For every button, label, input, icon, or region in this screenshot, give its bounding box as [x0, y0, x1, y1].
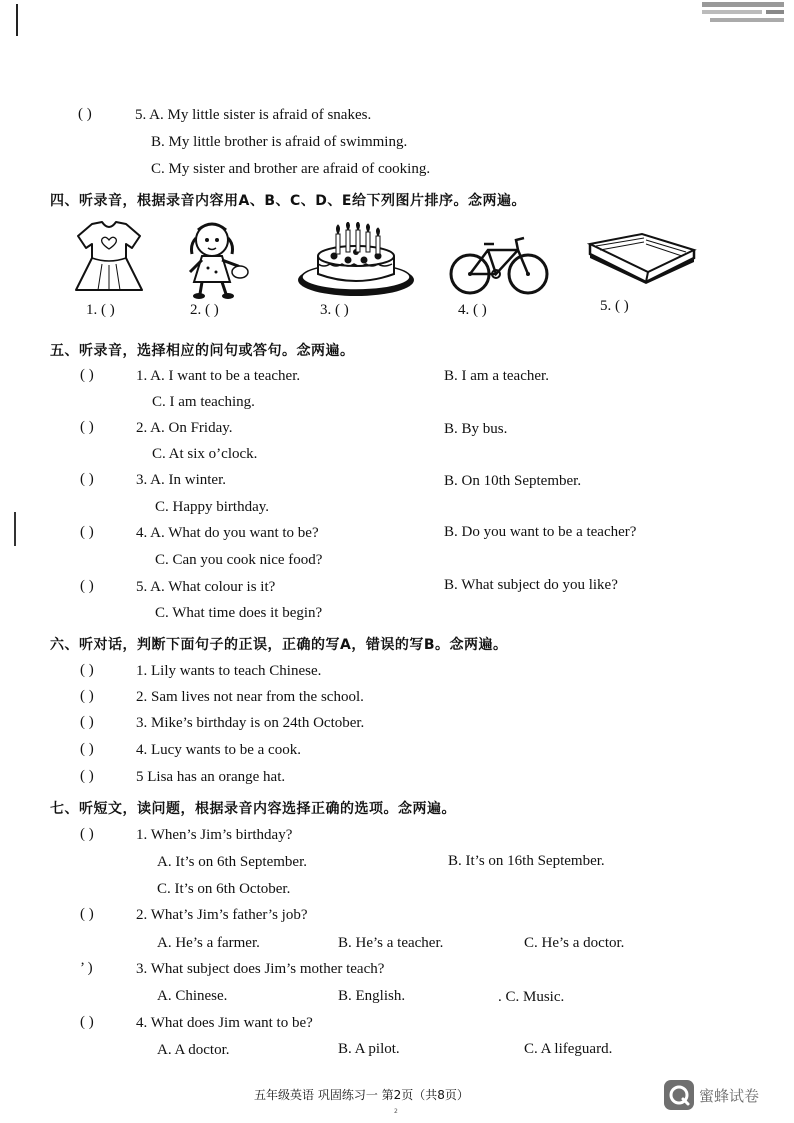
option-c: C. I am teaching. [152, 394, 255, 410]
option-a: A. It’s on 6th September. [157, 854, 307, 870]
option-a: 5. A. What colour is it? [136, 579, 276, 595]
bee-logo-icon [664, 1080, 694, 1110]
page-footer: 五年级英语 巩固练习一 第2页（共8页） [254, 1088, 469, 1102]
option-a: 1. A. I want to be a teacher. [136, 368, 301, 384]
page-mark: 2 [394, 1108, 398, 1115]
picture-2-answer[interactable]: 2. ( ) [190, 302, 219, 318]
option-b: B. English. [338, 988, 406, 1004]
answer-paren[interactable]: ( ) [80, 578, 94, 594]
option-c: C. A lifeguard. [524, 1041, 613, 1057]
option-a: A. A doctor. [157, 1042, 230, 1058]
option-b: B. I am a teacher. [444, 368, 549, 384]
option-b: B. By bus. [444, 421, 508, 437]
scan-mark [16, 4, 18, 36]
statement: 2. Sam lives not near from the school. [136, 689, 364, 705]
question: 3. What subject does Jim’s mother teach? [136, 961, 385, 977]
doll-icon [180, 220, 256, 300]
option-a: 4. A. What do you want to be? [136, 525, 319, 541]
answer-paren[interactable]: ( ) [80, 662, 94, 678]
answer-paren[interactable]: ( ) [80, 471, 94, 487]
option-c: C. Happy birthday. [155, 499, 270, 515]
scan-mark [14, 512, 16, 546]
dress-icon [72, 218, 146, 294]
answer-paren[interactable]: ( ) [80, 768, 94, 784]
answer-paren[interactable]: ( ) [78, 106, 92, 122]
option-c: C. He’s a doctor. [524, 935, 625, 951]
option-a: 2. A. On Friday. [136, 420, 233, 436]
answer-paren[interactable]: ( ) [80, 1014, 94, 1030]
watermark-text: 蜜蜂试卷 [699, 1087, 760, 1105]
statement: 1. Lily wants to teach Chinese. [136, 663, 322, 679]
option-a: 3. A. In winter. [136, 472, 226, 488]
question: 1. When’s Jim’s birthday? [136, 827, 293, 843]
picture-3-answer[interactable]: 3. ( ) [320, 302, 349, 318]
section-7-heading: 七、听短文，读问题，根据录音内容选择正确的选项。念两遍。 [50, 801, 456, 817]
answer-paren[interactable]: ( ) [80, 826, 94, 842]
statement: 3. Mike’s birthday is on 24th October. [136, 715, 365, 731]
option-b: B. What subject do you like? [444, 577, 618, 593]
open-book-icon [586, 232, 698, 284]
option-a: A. Chinese. [157, 988, 228, 1004]
question: 2. What’s Jim’s father’s job? [136, 907, 308, 923]
corner-stamp-icon [700, 0, 786, 26]
bicycle-icon [448, 232, 550, 296]
picture-5-answer[interactable]: 5. ( ) [600, 298, 629, 314]
answer-paren[interactable]: ( ) [80, 419, 94, 435]
option-a: 5. A. My little sister is afraid of snakes. [135, 107, 372, 123]
option-b: B. A pilot. [338, 1041, 400, 1057]
option-b: B. He’s a teacher. [338, 935, 444, 951]
option-b: B. On 10th September. [444, 473, 582, 489]
picture-1-answer[interactable]: 1. ( ) [86, 302, 115, 318]
option-b: B. It’s on 16th September. [448, 853, 605, 869]
statement: 4. Lucy wants to be a cook. [136, 742, 301, 758]
option-b: B. My little brother is afraid of swimming. [151, 134, 408, 150]
answer-paren[interactable]: ’ ) [80, 960, 93, 976]
section-5-heading: 五、听录音，选择相应的问句或答句。念两遍。 [50, 343, 355, 359]
option-b: B. Do you want to be a teacher? [444, 524, 637, 540]
answer-paren[interactable]: ( ) [80, 688, 94, 704]
section-6-heading: 六、听对话，判断下面句子的正误，正确的写A，错误的写B。念两遍。 [50, 637, 508, 653]
option-a: A. He’s a farmer. [157, 935, 260, 951]
statement: 5 Lisa has an orange hat. [136, 769, 286, 785]
option-c: . C. Music. [498, 989, 565, 1005]
option-c: C. Can you cook nice food? [155, 552, 323, 568]
question: 4. What does Jim want to be? [136, 1015, 313, 1031]
birthday-cake-icon [296, 222, 416, 300]
answer-paren[interactable]: ( ) [80, 714, 94, 730]
answer-paren[interactable]: ( ) [80, 906, 94, 922]
answer-paren[interactable]: ( ) [80, 367, 94, 383]
option-c: C. My sister and brother are afraid of cooking. [151, 161, 431, 177]
option-c: C. At six o’clock. [152, 446, 258, 462]
section-4-heading: 四、听录音，根据录音内容用A、B、C、D、E给下列图片排序。念两遍。 [50, 193, 526, 209]
picture-4-answer[interactable]: 4. ( ) [458, 302, 487, 318]
option-c: C. What time does it begin? [155, 605, 323, 621]
option-c: C. It’s on 6th October. [157, 881, 291, 897]
answer-paren[interactable]: ( ) [80, 741, 94, 757]
answer-paren[interactable]: ( ) [80, 524, 94, 540]
